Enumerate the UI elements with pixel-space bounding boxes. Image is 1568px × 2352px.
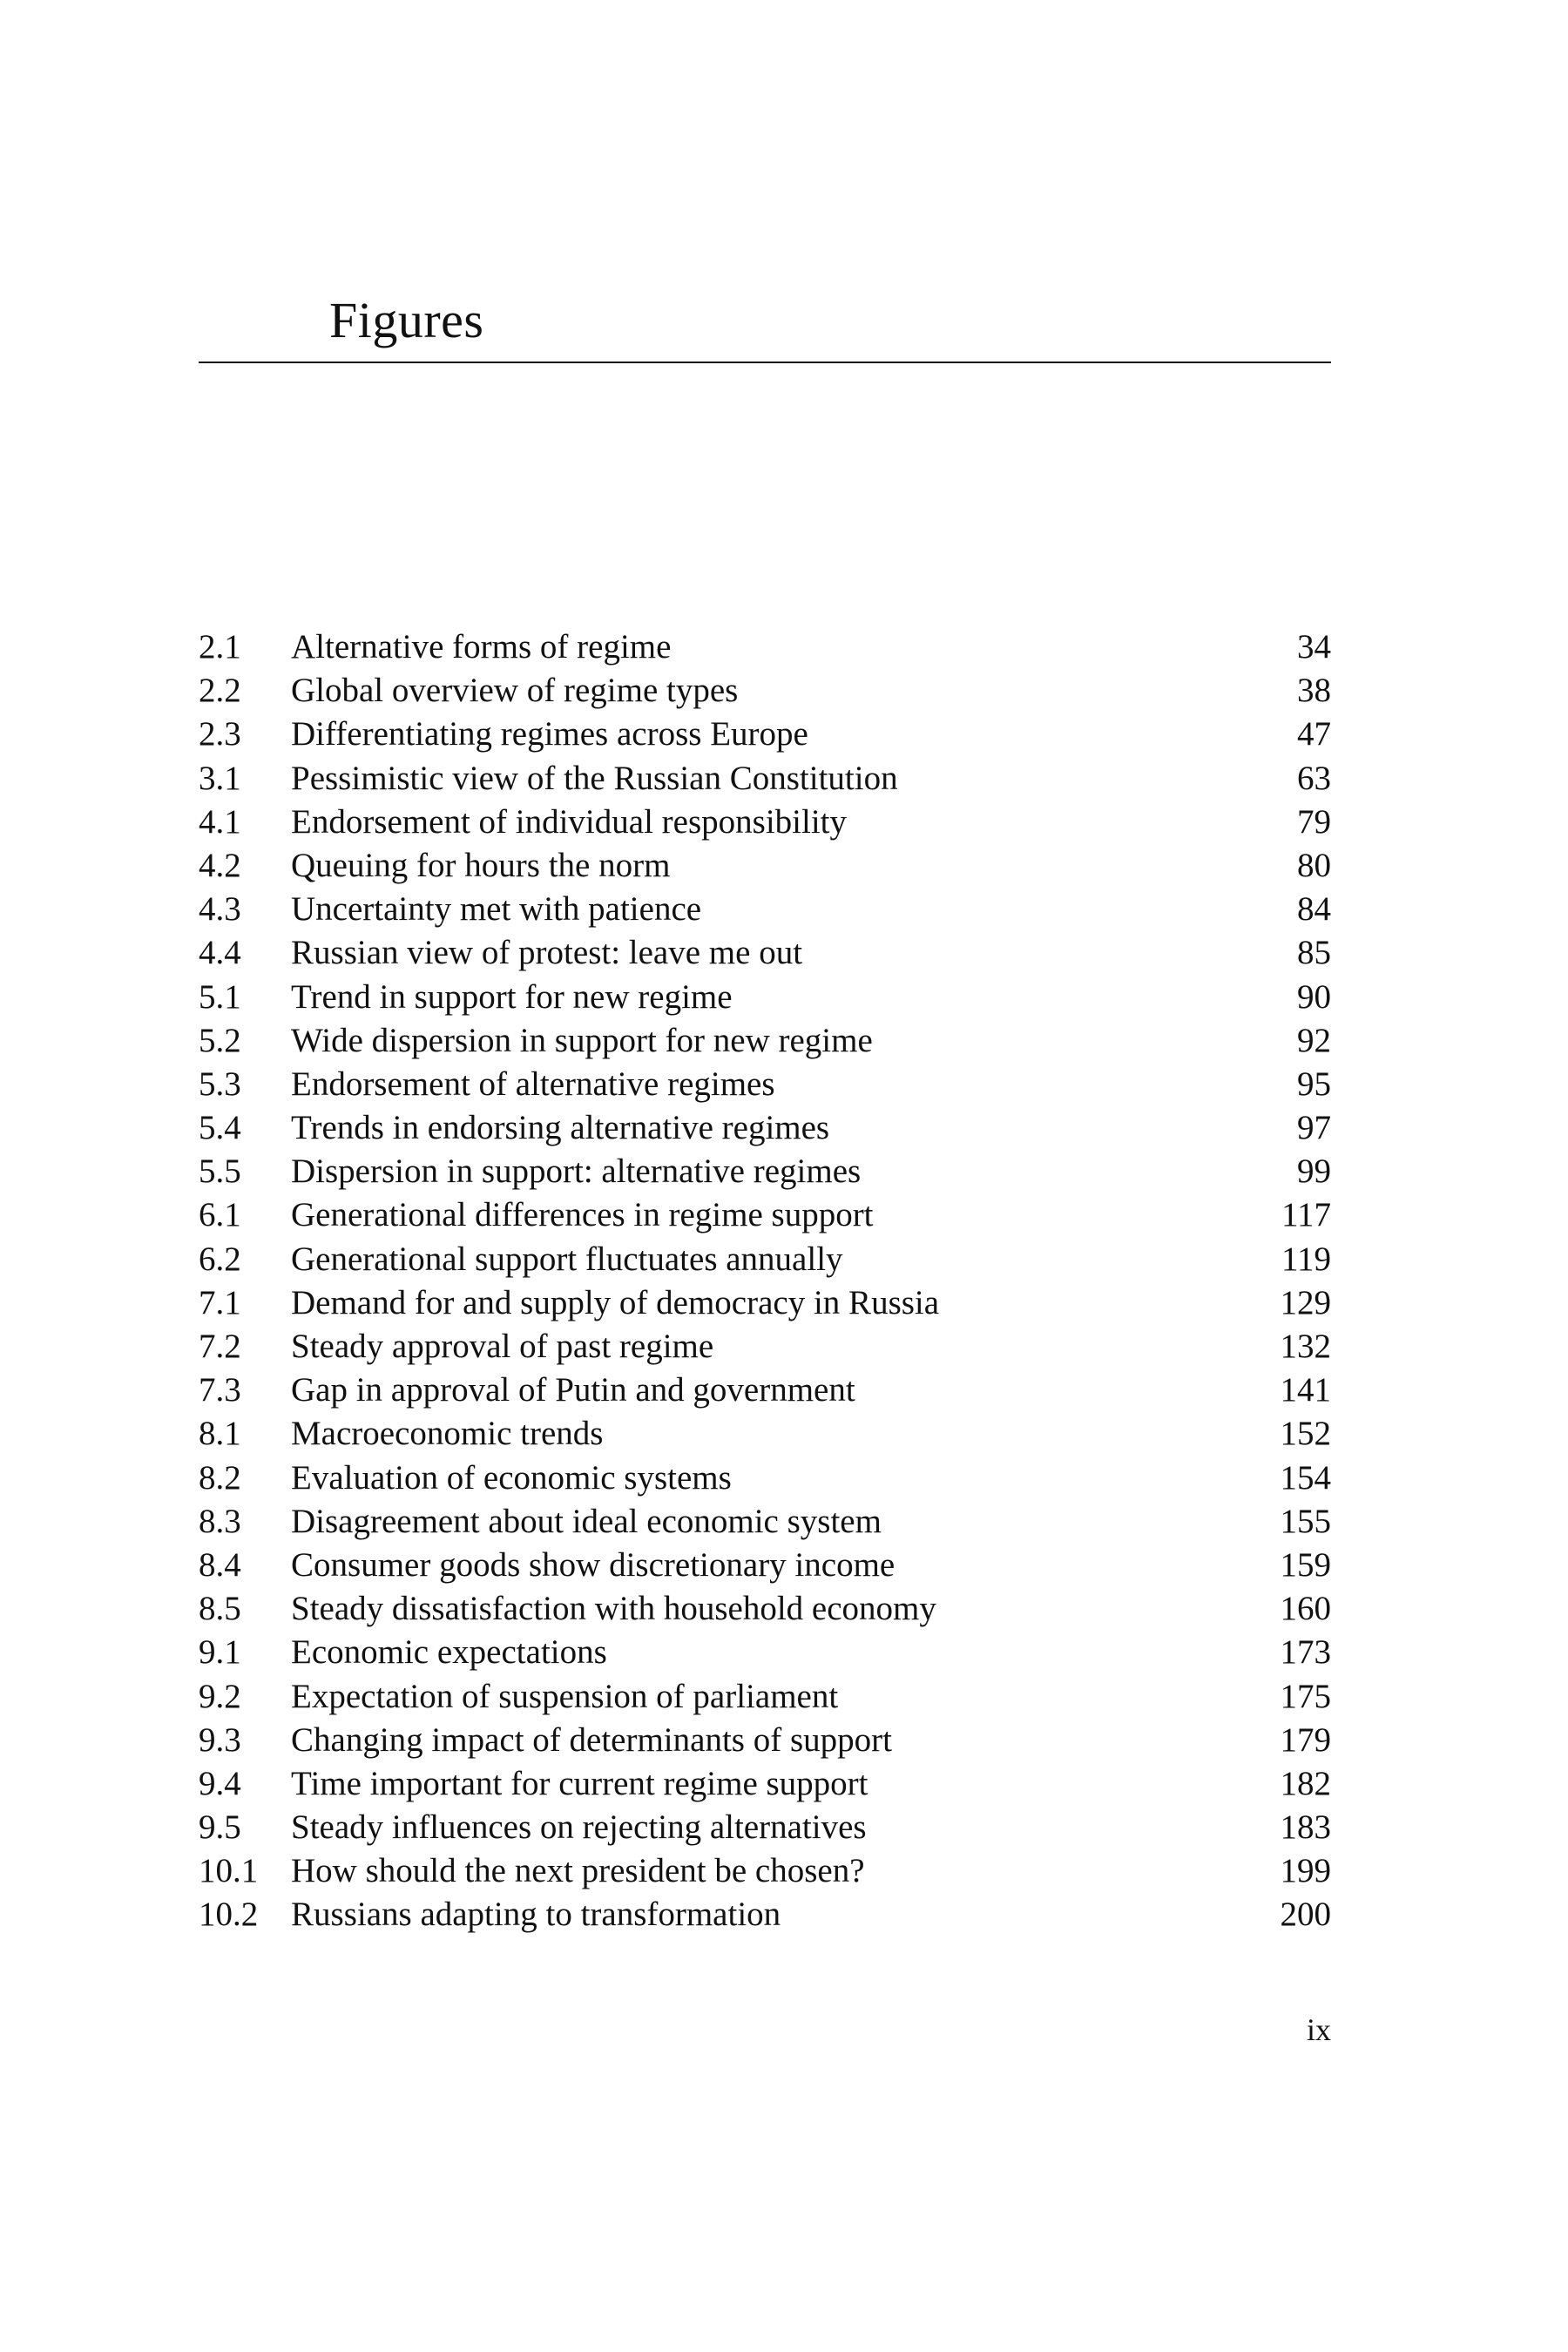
- page-number: ix: [1306, 2012, 1331, 2047]
- figure-number: 4.4: [199, 934, 241, 972]
- figure-number: 5.3: [199, 1064, 241, 1103]
- figure-page-number: 199: [1280, 1852, 1331, 1890]
- figure-entry: [199, 1806, 1331, 1849]
- figure-title: Time important for current regime support: [291, 1764, 868, 1802]
- figure-title: Steady influences on rejecting alternatives: [291, 1808, 867, 1847]
- figure-page-number: 132: [1280, 1328, 1331, 1365]
- figure-entry: [199, 1893, 1331, 1936]
- figure-title: Alternative forms of regime: [291, 628, 672, 666]
- figure-title: Expectation of suspension of parliament: [291, 1677, 839, 1715]
- figure-title: Economic expectations: [291, 1633, 607, 1672]
- figure-entry: [199, 625, 1331, 669]
- figure-number: 4.1: [199, 802, 241, 841]
- figure-number: 9.5: [199, 1808, 241, 1847]
- figure-entry: [199, 1675, 1331, 1719]
- figure-page-number: 152: [1280, 1415, 1331, 1453]
- figure-number: 7.1: [199, 1283, 241, 1321]
- figure-title: Steady approval of past regime: [291, 1328, 714, 1365]
- figure-page-number: 159: [1280, 1545, 1331, 1584]
- figure-number: 6.2: [199, 1240, 241, 1278]
- figure-title: Uncertainty met with patience: [291, 890, 702, 929]
- figure-entry: [199, 1587, 1331, 1631]
- figure-number: 9.2: [199, 1677, 241, 1715]
- figure-entry: [199, 669, 1331, 713]
- figure-page-number: 182: [1280, 1764, 1331, 1802]
- figure-entry: [199, 844, 1331, 888]
- figure-page-number: 129: [1280, 1283, 1331, 1321]
- figure-number: 7.2: [199, 1328, 241, 1365]
- figure-page-number: 154: [1280, 1458, 1331, 1497]
- figure-number: 5.2: [199, 1021, 241, 1059]
- figure-entry: [199, 931, 1331, 975]
- figure-entry: [199, 1281, 1331, 1325]
- figure-title: Macroeconomic trends: [291, 1415, 604, 1453]
- figure-number: 5.5: [199, 1152, 241, 1191]
- figure-title: Trend in support for new regime: [291, 977, 733, 1016]
- page-title: Figures: [329, 291, 484, 348]
- figure-entry: [199, 1106, 1331, 1150]
- figure-title: How should the next president be chosen?: [291, 1852, 865, 1890]
- figure-number: 10.1: [199, 1852, 259, 1890]
- figure-page-number: 34: [1297, 628, 1331, 666]
- figure-page-number: 155: [1280, 1502, 1331, 1540]
- figure-number: 10.2: [199, 1896, 259, 1934]
- figure-number: 8.1: [199, 1415, 241, 1453]
- figure-entry: [199, 757, 1331, 801]
- figure-page-number: 80: [1297, 846, 1331, 884]
- heading-rule: [199, 362, 1331, 363]
- figure-entry: [199, 1719, 1331, 1762]
- figure-entry: [199, 976, 1331, 1019]
- figure-title: Generational differences in regime support: [291, 1196, 874, 1234]
- figure-title: Disagreement about ideal economic system: [291, 1502, 882, 1540]
- figure-page-number: 141: [1280, 1371, 1331, 1409]
- figure-title: Pessimistic view of the Russian Constitution: [291, 759, 898, 797]
- figure-entry: [199, 713, 1331, 756]
- figure-title: Steady dissatisfaction with household economy: [291, 1590, 936, 1628]
- figure-entry: [199, 1456, 1331, 1500]
- figure-entry: [199, 1762, 1331, 1806]
- figure-page-number: 117: [1281, 1196, 1331, 1234]
- figure-number: 8.3: [199, 1502, 241, 1540]
- figure-page-number: 175: [1280, 1677, 1331, 1715]
- figure-page-number: 85: [1297, 934, 1331, 972]
- figure-title: Queuing for hours the norm: [291, 846, 671, 884]
- figure-page-number: 95: [1297, 1064, 1331, 1103]
- figure-entry: [199, 1150, 1331, 1193]
- figure-page-number: 200: [1280, 1896, 1331, 1934]
- figure-page-number: 63: [1297, 759, 1331, 797]
- figure-title: Russian view of protest: leave me out: [291, 934, 803, 972]
- figure-title: Global overview of regime types: [291, 672, 739, 710]
- list-of-figures: [199, 625, 1331, 1937]
- figure-page-number: 90: [1297, 977, 1331, 1016]
- figure-entry: [199, 1019, 1331, 1063]
- figure-page-number: 119: [1281, 1240, 1331, 1278]
- figure-page-number: 183: [1280, 1808, 1331, 1847]
- figure-title: Gap in approval of Putin and government: [291, 1371, 855, 1409]
- figure-title: Dispersion in support: alternative regimes: [291, 1152, 862, 1191]
- figure-entry: [199, 1325, 1331, 1369]
- figure-entry: [199, 888, 1331, 931]
- figure-entry: [199, 1849, 1331, 1893]
- figure-number: 9.3: [199, 1720, 241, 1759]
- figure-number: 2.3: [199, 715, 241, 754]
- figure-entry: [199, 1193, 1331, 1237]
- figure-entry: [199, 1500, 1331, 1544]
- figure-number: 5.4: [199, 1109, 241, 1147]
- figure-number: 8.2: [199, 1458, 241, 1497]
- figure-page-number: 160: [1280, 1590, 1331, 1628]
- figure-entry: [199, 1412, 1331, 1456]
- figure-title: Wide dispersion in support for new regime: [291, 1021, 873, 1059]
- figure-number: 5.1: [199, 977, 241, 1016]
- figure-title: Differentiating regimes across Europe: [291, 715, 808, 754]
- figure-number: 7.3: [199, 1371, 241, 1409]
- figure-page-number: 47: [1297, 715, 1331, 754]
- figure-title: Evaluation of economic systems: [291, 1458, 732, 1497]
- figure-title: Endorsement of alternative regimes: [291, 1064, 775, 1103]
- figure-title: Russians adapting to transformation: [291, 1896, 781, 1934]
- figure-title: Endorsement of individual responsibility: [291, 802, 847, 841]
- figure-number: 8.4: [199, 1545, 241, 1584]
- figure-number: 8.5: [199, 1590, 241, 1628]
- figure-number: 2.2: [199, 672, 241, 710]
- figure-page-number: 84: [1297, 890, 1331, 929]
- figure-entry: [199, 1544, 1331, 1587]
- figure-page-number: 92: [1297, 1021, 1331, 1059]
- figure-entry: [199, 1238, 1331, 1281]
- figure-number: 4.3: [199, 890, 241, 929]
- figure-entry: [199, 1369, 1331, 1412]
- figure-title: Consumer goods show discretionary income: [291, 1545, 896, 1584]
- figure-page-number: 179: [1280, 1720, 1331, 1759]
- figure-number: 6.1: [199, 1196, 241, 1234]
- figure-title: Generational support fluctuates annually: [291, 1240, 843, 1278]
- figure-entry: [199, 1063, 1331, 1106]
- figure-number: 9.1: [199, 1633, 241, 1672]
- figure-number: 2.1: [199, 628, 241, 666]
- figure-entry: [199, 1631, 1331, 1674]
- figure-page-number: 99: [1297, 1152, 1331, 1191]
- figure-number: 3.1: [199, 759, 241, 797]
- figure-entry: [199, 801, 1331, 844]
- figure-number: 4.2: [199, 846, 241, 884]
- figure-page-number: 38: [1297, 672, 1331, 710]
- figure-title: Demand for and supply of democracy in Russia: [291, 1283, 940, 1321]
- figure-page-number: 97: [1297, 1109, 1331, 1147]
- figure-page-number: 173: [1280, 1633, 1331, 1672]
- figure-title: Changing impact of determinants of support: [291, 1720, 892, 1759]
- figure-page-number: 79: [1297, 802, 1331, 841]
- figure-number: 9.4: [199, 1764, 241, 1802]
- figure-title: Trends in endorsing alternative regimes: [291, 1109, 830, 1147]
